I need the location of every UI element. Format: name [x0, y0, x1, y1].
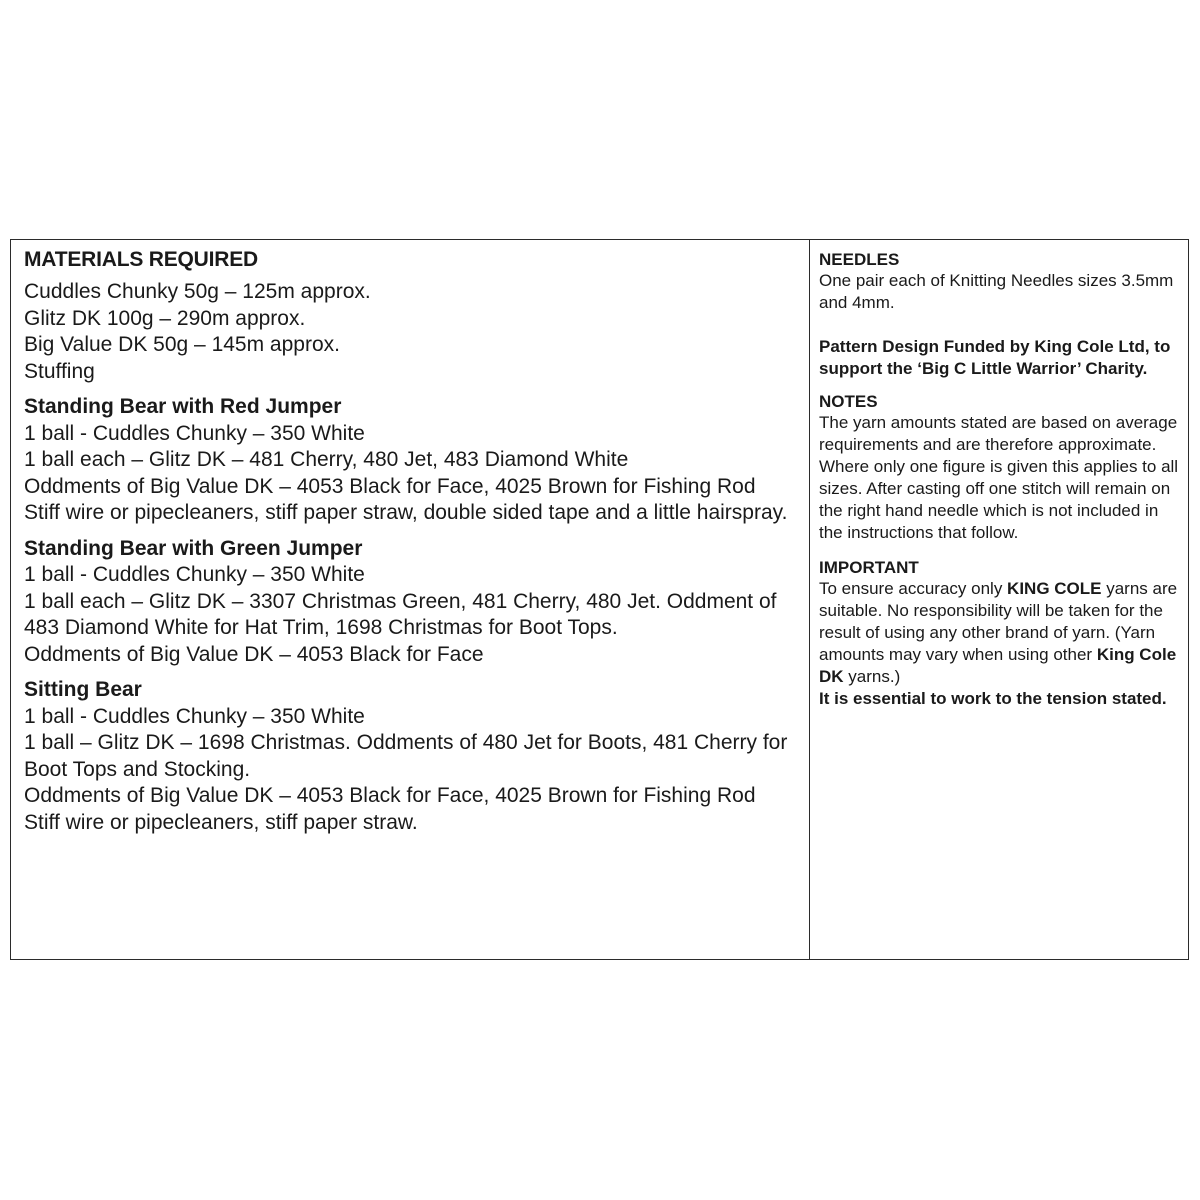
funding-note: Pattern Design Funded by King Cole Ltd, to support the ‘Big C Little Warrior’ Charity.	[819, 337, 1171, 378]
needles-heading: NEEDLES	[819, 250, 900, 269]
section-line: 1 ball – Glitz DK – 1698 Christmas. Oddments of 480 Jet for Boots, 481 Cherry for Boot Tops and Stocking.	[24, 731, 788, 781]
yarn-line: Glitz DK 100g – 290m approx.	[24, 306, 306, 330]
materials-column	[11, 240, 810, 959]
section-green-jumper	[24, 536, 809, 669]
important-heading: IMPORTANT	[819, 558, 919, 577]
section-line: 1 ball - Cuddles Chunky – 350 White	[24, 563, 365, 586]
section-title: Standing Bear with Red Jumper	[24, 395, 342, 418]
yarn-line: Big Value DK 50g – 145m approx.	[24, 333, 340, 356]
important-text-part: To ensure accuracy only	[819, 579, 1008, 598]
section-line: 1 ball each – Glitz DK – 3307 Christmas Green, 481 Cherry, 480 Jet. Oddment of 483 Diamond White for Hat Trim, 1698 Christmas for Boot Tops.	[24, 589, 777, 639]
section-line: Stiff wire or pipecleaners, stiff paper straw.	[24, 810, 418, 834]
section-line: 1 ball each – Glitz DK – 481 Cherry, 480 Jet, 483 Diamond White	[24, 448, 629, 471]
brand-name: KING COLE	[1007, 579, 1102, 598]
yarn-list	[24, 279, 809, 385]
info-column	[810, 240, 1188, 959]
important-text	[819, 578, 1182, 688]
section-line: Oddments of Big Value DK – 4053 Black for Face	[24, 642, 484, 666]
important-text-part: yarns are suitable. No responsibility will be taken for the result of using any other brand of yarn. (Yarn amounts may vary when using other	[819, 579, 1178, 664]
section-line: 1 ball - Cuddles Chunky – 350 White	[24, 704, 365, 728]
yarn-line: Cuddles Chunky 50g – 125m approx.	[24, 280, 371, 303]
notes-text: The yarn amounts stated are based on average requirements and are therefore approximate. Where only one figure is given this applies to all sizes. After casting off one stitch will remain on the right hand needle which is not included in the instructions that follow.	[819, 413, 1179, 542]
section-line: Oddments of Big Value DK – 4053 Black for Face, 4025 Brown for Fishing Rod	[24, 784, 756, 807]
section-red-jumper	[24, 394, 809, 527]
notes-heading: NOTES	[819, 392, 878, 411]
section-sitting-bear	[24, 677, 809, 836]
materials-table	[10, 239, 1189, 960]
section-title: Standing Bear with Green Jumper	[24, 536, 363, 560]
section-line: 1 ball - Cuddles Chunky – 350 White	[24, 421, 365, 445]
materials-heading: MATERIALS REQUIRED	[24, 248, 259, 271]
important-text-part: yarns.)	[843, 667, 901, 686]
section-line: Oddments of Big Value DK – 4053 Black for Face, 4025 Brown for Fishing Rod	[24, 474, 756, 498]
tension-note: It is essential to work to the tension stated.	[819, 689, 1167, 708]
needles-text: One pair each of Knitting Needles sizes 3.5mm and 4mm.	[819, 271, 1174, 312]
section-line: Stiff wire or pipecleaners, stiff paper straw, double sided tape and a little hairspray.	[24, 501, 788, 524]
section-title: Sitting Bear	[24, 678, 142, 701]
yarn-line: Stuffing	[24, 359, 95, 383]
brand-name: King Cole DK	[819, 645, 1177, 686]
